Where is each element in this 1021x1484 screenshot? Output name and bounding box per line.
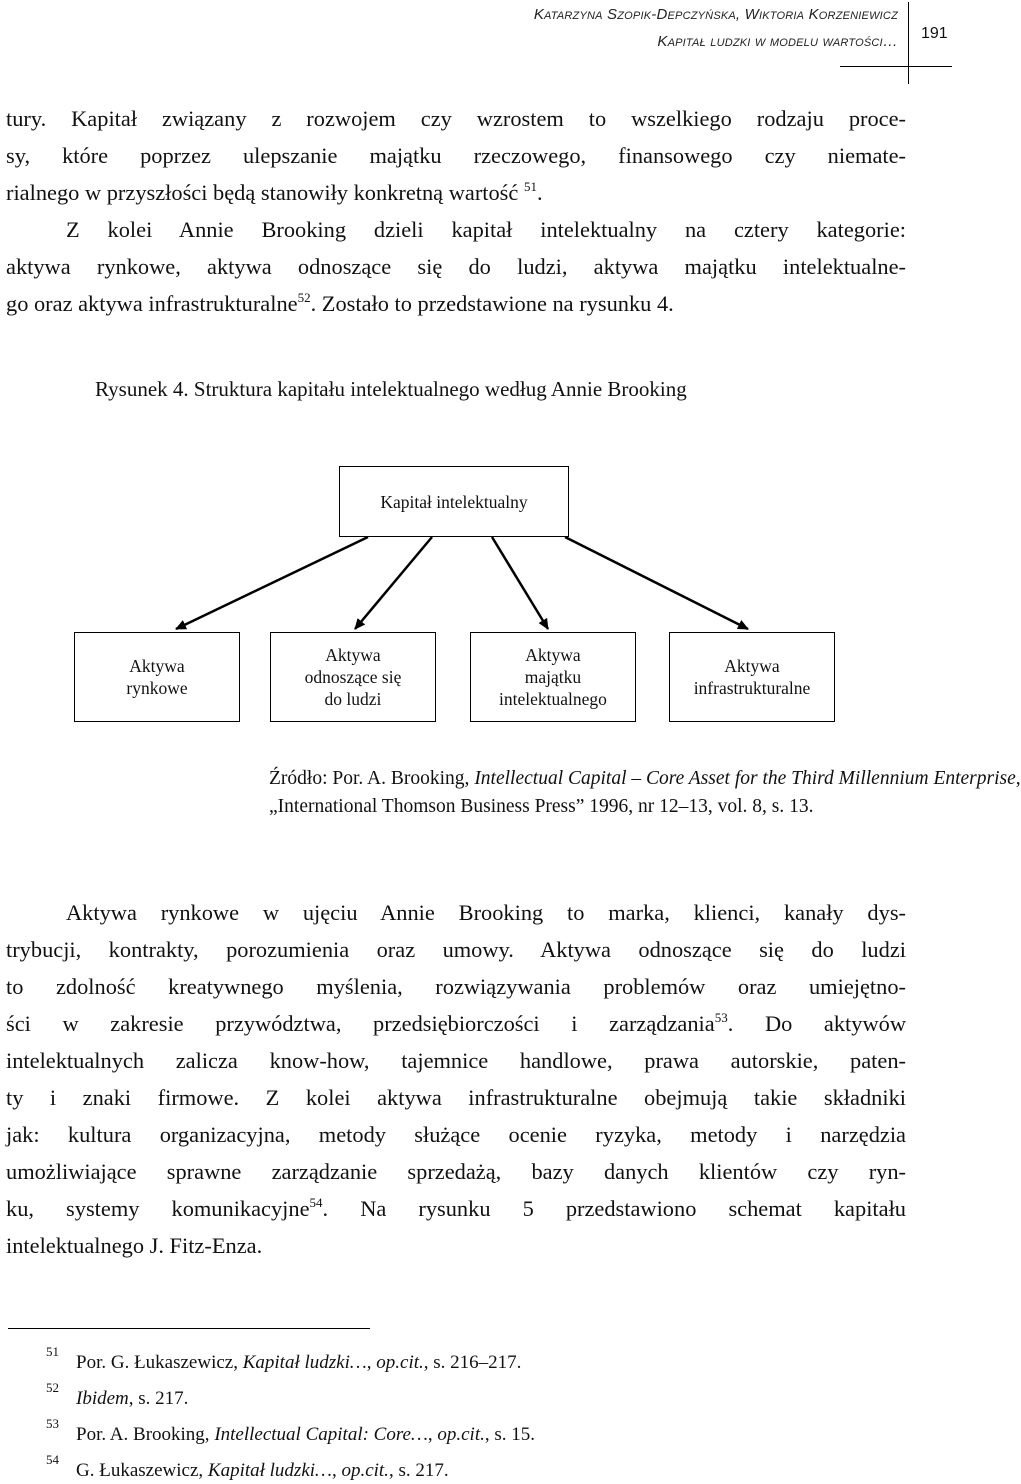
footnote-number: 52 [46, 1380, 59, 1395]
text-span: . Na rysunku 5 przedstawiono schemat kapitału [322, 1196, 906, 1221]
text-line [6, 1005, 906, 1042]
text-span: rialnego w przyszłości będą stanowiły konkretną wartość [6, 180, 519, 205]
text-span: , [366, 1352, 377, 1373]
italic-span: op.cit. [341, 1460, 389, 1481]
footnote-ref-53[interactable]: 53 [714, 1010, 728, 1025]
italic-span: Ibidem [76, 1388, 129, 1409]
text-span: . [536, 180, 543, 205]
figure-source-line1 [269, 768, 1021, 790]
text-span: , s. 15. [484, 1424, 536, 1445]
diagram-root-box [339, 466, 569, 537]
text-span: , [427, 1424, 438, 1445]
text-line: sy, które poprzez ulepszanie majątku rzeczowego, finansowego czy niemate- [6, 143, 906, 168]
diagram-box-human-assets [270, 632, 436, 722]
box-label: intelektualnego [499, 689, 607, 709]
text-line: jak: kultura organizacyjna, metody służące ocenie ryzyka, metody i narzędzia [6, 1122, 906, 1147]
footnote-separator [8, 1328, 370, 1329]
running-header-title: Kapitał ludzki w modelu wartości… [657, 33, 898, 50]
italic-span: Kapitał ludzki… [207, 1460, 332, 1481]
text-span: go oraz aktywa infrastrukturalne [6, 291, 298, 316]
text-line: umożliwiające sprawne zarządzanie sprzedażą, bazy danych klientów czy ryn- [6, 1159, 906, 1184]
text-span: . Do aktywów [727, 1011, 907, 1036]
connector-arrow-1 [176, 537, 368, 629]
text-span: . Zostało to przedstawione na rysunku 4. [310, 291, 674, 316]
footnote-text [76, 1352, 521, 1374]
paragraph-body [6, 894, 906, 1264]
footnote-text [76, 1424, 535, 1446]
italic-span: op.cit. [376, 1352, 424, 1373]
text-line: aktywa rynkowe, aktywa odnoszące się do ludzi, aktywa majątku intelektualne- [6, 254, 906, 279]
source-prefix: Źródło: Por. A. Brooking, [269, 768, 475, 789]
footnote-ref-54[interactable]: 54 [309, 1195, 323, 1210]
box-label: infrastrukturalne [693, 678, 811, 698]
text-line [6, 1190, 906, 1227]
text-line: Aktywa rynkowe w ujęciu Annie Brooking to marka, klienci, kanały dys- [66, 900, 906, 925]
text-line: to zdolność kreatywnego myślenia, rozwiązywania problemów oraz umiejętno- [6, 974, 906, 999]
box-label: rynkowe [126, 678, 188, 698]
footnote-number: 54 [46, 1452, 59, 1467]
source-comma: , [1015, 768, 1021, 789]
box-label: majątku [524, 667, 582, 687]
footnote-number: 51 [46, 1344, 59, 1359]
text-span: , s. 217. [388, 1460, 449, 1481]
box-label: Aktywa [525, 645, 581, 665]
text-span: Por. A. Brooking, [76, 1424, 215, 1445]
diagram-box-market-assets [74, 632, 240, 722]
footnote-text [76, 1460, 449, 1482]
source-italic-title: Intellectual Capital – Core Asset for the Third Millennium Enterprise [474, 768, 1016, 789]
text-span: Por. G. Łukaszewicz, [76, 1352, 243, 1373]
connector-arrow-2 [355, 537, 432, 629]
diagram-root-label: Kapitał intelektualny [380, 491, 528, 512]
box-label: odnoszące się [304, 667, 402, 687]
text-span: ku, systemy komunikacyjne [6, 1196, 310, 1221]
italic-span: Intellectual Capital: Core… [214, 1424, 428, 1445]
text-line: intelektualnego J. Fitz-Enza. [6, 1233, 263, 1258]
figure-title: Rysunek 4. Struktura kapitału intelektualnego według Annie Brooking [95, 377, 687, 401]
text-line: intelektualnych zalicza know-how, tajemnice handlowe, prawa autorskie, paten- [6, 1048, 906, 1073]
italic-span: Kapitał ludzki… [242, 1352, 367, 1373]
text-span: , [331, 1460, 342, 1481]
figure-source-line2: „International Thomson Business Press” 1996, nr 12–13, vol. 8, s. 13. [269, 796, 814, 817]
footnote-ref-52[interactable]: 52 [297, 290, 311, 305]
connector-arrow-3 [492, 537, 548, 629]
footnote-ref-51[interactable]: 51 [523, 179, 537, 194]
text-line: ty i znaki firmowe. Z kolei aktywa infrastrukturalne obejmują takie składniki [6, 1085, 906, 1110]
text-line: Z kolei Annie Brooking dzieli kapitał intelektualny na cztery kategorie: [66, 217, 906, 242]
text-span: , s. 216–217. [423, 1352, 522, 1373]
page-number: 191 [921, 25, 948, 42]
footnote-text [76, 1388, 188, 1410]
box-label: Aktywa [325, 645, 381, 665]
text-line: trybucji, kontrakty, porozumienia oraz umowy. Aktywa odnoszące się do ludzi [6, 937, 906, 962]
diagram-box-infrastructure-assets [669, 632, 835, 722]
box-label: Aktywa [129, 656, 185, 676]
running-header-authors: Katarzyna Szopik-Depczyńska, Wiktoria Korzeniewicz [533, 6, 898, 23]
text-line: tury. Kapitał związany z rozwojem czy wzrostem to wszelkiego rodzaju proce- [6, 106, 906, 131]
text-span: , s. 217. [128, 1388, 189, 1409]
text-span: G. Łukaszewicz, [76, 1460, 208, 1481]
box-label: do ludzi [324, 689, 382, 709]
connector-arrow-4 [565, 537, 748, 629]
box-label: Aktywa [724, 656, 780, 676]
text-span: ści w zakresie przywództwa, przedsiębiorczości i zarządzania [6, 1011, 715, 1036]
footnote-number: 53 [46, 1416, 59, 1431]
italic-span: op.cit. [437, 1424, 485, 1445]
diagram-box-intellectual-property-assets [470, 632, 636, 722]
